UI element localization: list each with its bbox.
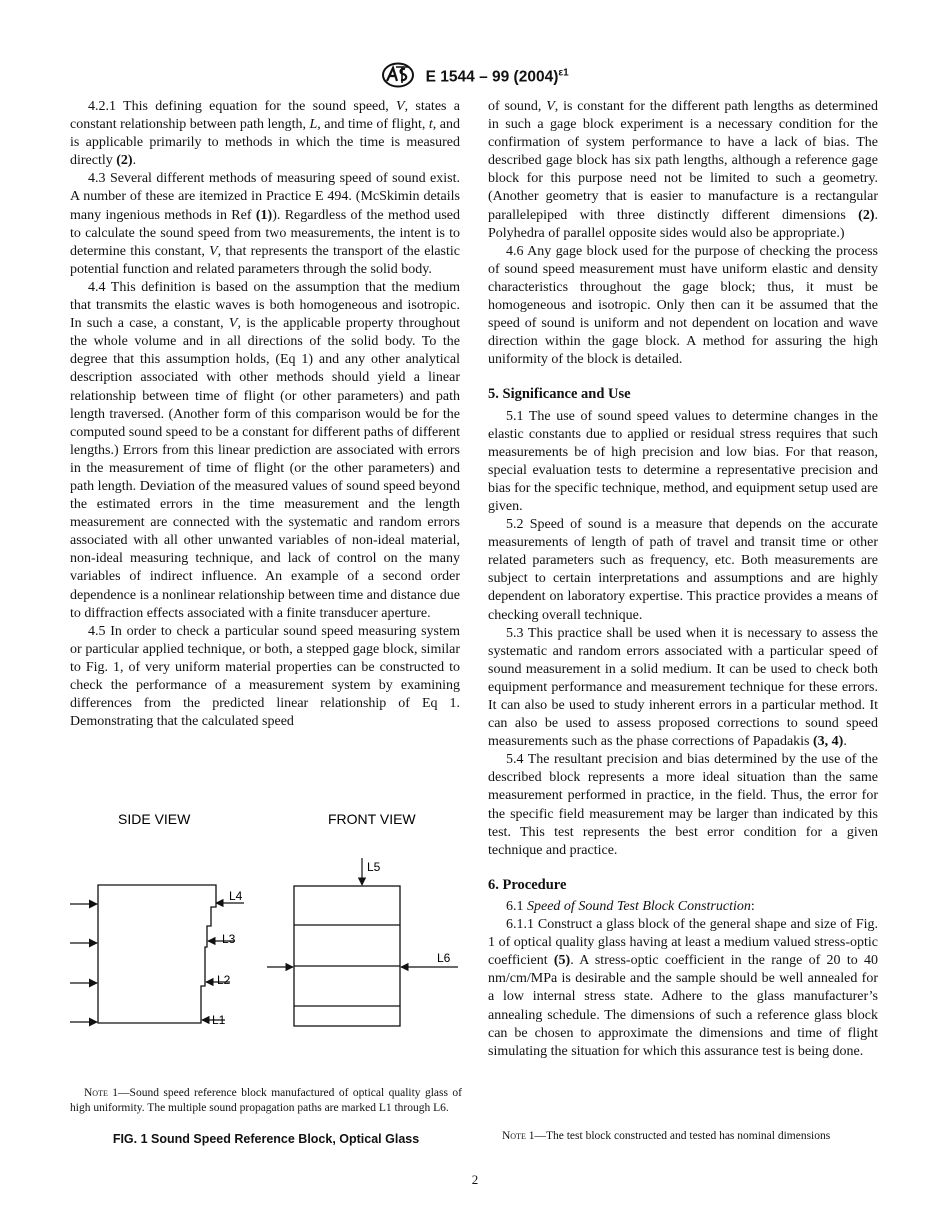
section-5-heading: 5. Significance and Use [488, 386, 631, 403]
figure-caption: FIG. 1 Sound Speed Reference Block, Optical Glass [112, 1132, 420, 1146]
paragraph-5-2: 5.2 Speed of sound is a measure that depends on the accurate measurements of length of path of travel and transit time or other related parameters such as frequency, etc. Both measurements are subject to certain interpretations and assumptions and are highly dependent on laboratory expertise. This practice provides a means of checking overall technique. [488, 517, 878, 623]
procedure-note-label: Note [502, 1130, 526, 1142]
l6-label: L6 [437, 951, 451, 965]
figure-note [70, 1086, 462, 1115]
figure-1-drawing [70, 800, 460, 1090]
figure-note-text: 1—Sound speed reference block manufactured of optical quality glass of high uniformity. The multiple sound propagation paths are marked L1 through L6. [70, 1087, 462, 1114]
designation-superscript: ε1 [558, 67, 569, 79]
procedure-note [488, 1130, 880, 1142]
side-view-label: SIDE VIEW [118, 811, 191, 827]
front-view-label: FRONT VIEW [328, 811, 416, 827]
procedure-note-text: 1—The test block constructed and tested has nominal dimensions [525, 1130, 831, 1142]
right-column [488, 98, 878, 1061]
l5-label: L5 [367, 860, 381, 874]
section-6-heading: 6. Procedure [488, 876, 567, 893]
paragraph-5-1: 5.1 The use of sound speed values to determine changes in the elastic constants due to applied or residual stress requires that such measurements be of high precision and low bias. For that reason, special evaluation tests to determine a representative precision and bias for the specific technique, method, and equipment setup used are given. [488, 408, 878, 514]
paragraph-5-3: 5.3 This practice shall be used when it is necessary to assess the systematic and random errors associated with a particular speed of sound measurement in a solid medium. It can be used to check both equipment performance and measurement technique for these errors. It can also be used to study inherent errors in a particular method. It can also be used to assess proposed corrections to sound speed measurements such as the phase corrections of Papadakis (3, 4). [488, 625, 878, 750]
astm-logo-icon [381, 62, 415, 93]
figure-1 [70, 800, 460, 1090]
document-designation: E 1544 – 99 (2004) [425, 68, 559, 86]
l1-label: L1 [212, 1013, 226, 1027]
figure-note-label: Note [84, 1087, 108, 1099]
paragraph-5-4: 5.4 The resultant precision and bias determined by the use of the described block represents a more ideal situation than the same measurement performed in practice, in the field. Thus, the error for the specific field measurement may be larger than indicated by this test. This test represents the best error condition for a given technique and practice. [488, 752, 878, 858]
side-view-block [98, 885, 216, 1023]
front-view-block [294, 886, 400, 1026]
document-header [0, 62, 950, 93]
paragraph-4-5-continued: of sound, V, is constant for the different path lengths as determined in such a gage block experiment is a necessary condition for the confirmation of system performance to have a lack of bias. The described gage block has six path lengths, although a reference gage block for this purpose need not be limited to such a geometry. (Another geometry that is easier to manufacture is a rectangular parallelepiped with three distinctly different dimensions (2). Polyhedra of parallel opposite sides would also be appropriate.) [488, 99, 878, 241]
paragraph-4-4: 4.4 This definition is based on the assumption that the medium that transmits the elastic waves is both homogeneous and isotropic. In such a case, a constant, V, is the applicable property throughout the whole volume and in all directions of the solid body. To the degree that this assumption holds, (Eq 1) and any other analytical description associated with other methods should yield a linear relationship between time of flight (or other parameters) and path length traversed. (Another form of this comparison would be for the computed sound speed to be a constant for different paths of different lengths.) Errors from this linear prediction are associated with errors in the measurement of time of flight (or the other parameters) and path length. Deviation of the measured values of sound speed beyond the estimated errors in the time measurement and the length measurement are connected with the systematic and random errors associated with all other unwanted variables of non-ideal material, non-ideal measuring technique, and lack of control on the many variables of indirect influence. An example of a second order dependence is a nonlinear relationship between time and distance due to diffraction effects associated with a finite transducer aperture. [70, 279, 460, 621]
l2-label: L2 [217, 973, 231, 987]
paragraph-4-5: 4.5 In order to check a particular sound speed measuring system or particular applied technique, or both, a stepped gage block, similar to Fig. 1, of very uniform material properties can be constructed to check the performance of a measurement system by examining differences from the predicted linear relationship of Eq 1. Demonstrating that the calculated speed [70, 623, 460, 730]
left-column [70, 98, 460, 731]
paragraph-4-2-1: 4.2.1 This defining equation for the sound speed, V, states a constant relationship between path length, L, and time of flight, t, and is applicable primarily to methods in which the time is measured directly (2). [70, 99, 460, 169]
paragraph-4-6: 4.6 Any gage block used for the purpose of checking the process of sound speed measurement must have uniform elastic and density characteristics throughout the gage block; thus, it must be homogeneous and isotropic. Only then can it be assumed that the speed of sound is uniform and not dependent on location and wave direction within the gage block. A method for assuring the high uniformity of the block is detailed. [488, 243, 878, 368]
l4-label: L4 [229, 889, 243, 903]
paragraph-6-1: 6.1 Speed of Sound Test Block Construction: [506, 898, 755, 914]
l3-label: L3 [222, 932, 236, 946]
page-number: 2 [471, 1172, 479, 1187]
paragraph-4-3: 4.3 Several different methods of measuring speed of sound exist. A number of these are itemized in Practice E 494. (McSkimin details many ingenious methods in Ref (1)). Regardless of the method used to calculate the sound speed from two measurements, the intent is to determine this constant, V, that represents the transport of the elastic potential function and related parameters through the solid body. [70, 171, 461, 277]
paragraph-6-1-1: 6.1.1 Construct a glass block of the general shape and size of Fig. 1 of optical quality glass having at least a medium valued stress-optic coefficient (5). A stress-optic coefficient in the range of 20 to 40 nm/cm/MPa is desirable and the sample should be well annealed for a low internal stress state. Adhere to the glass manufacturer’s annealing schedule. The dimensions of such a reference glass block can be chosen to approximate the dimensions and time of flight simulating the situation for which this assurance test is being done. [488, 917, 878, 1059]
